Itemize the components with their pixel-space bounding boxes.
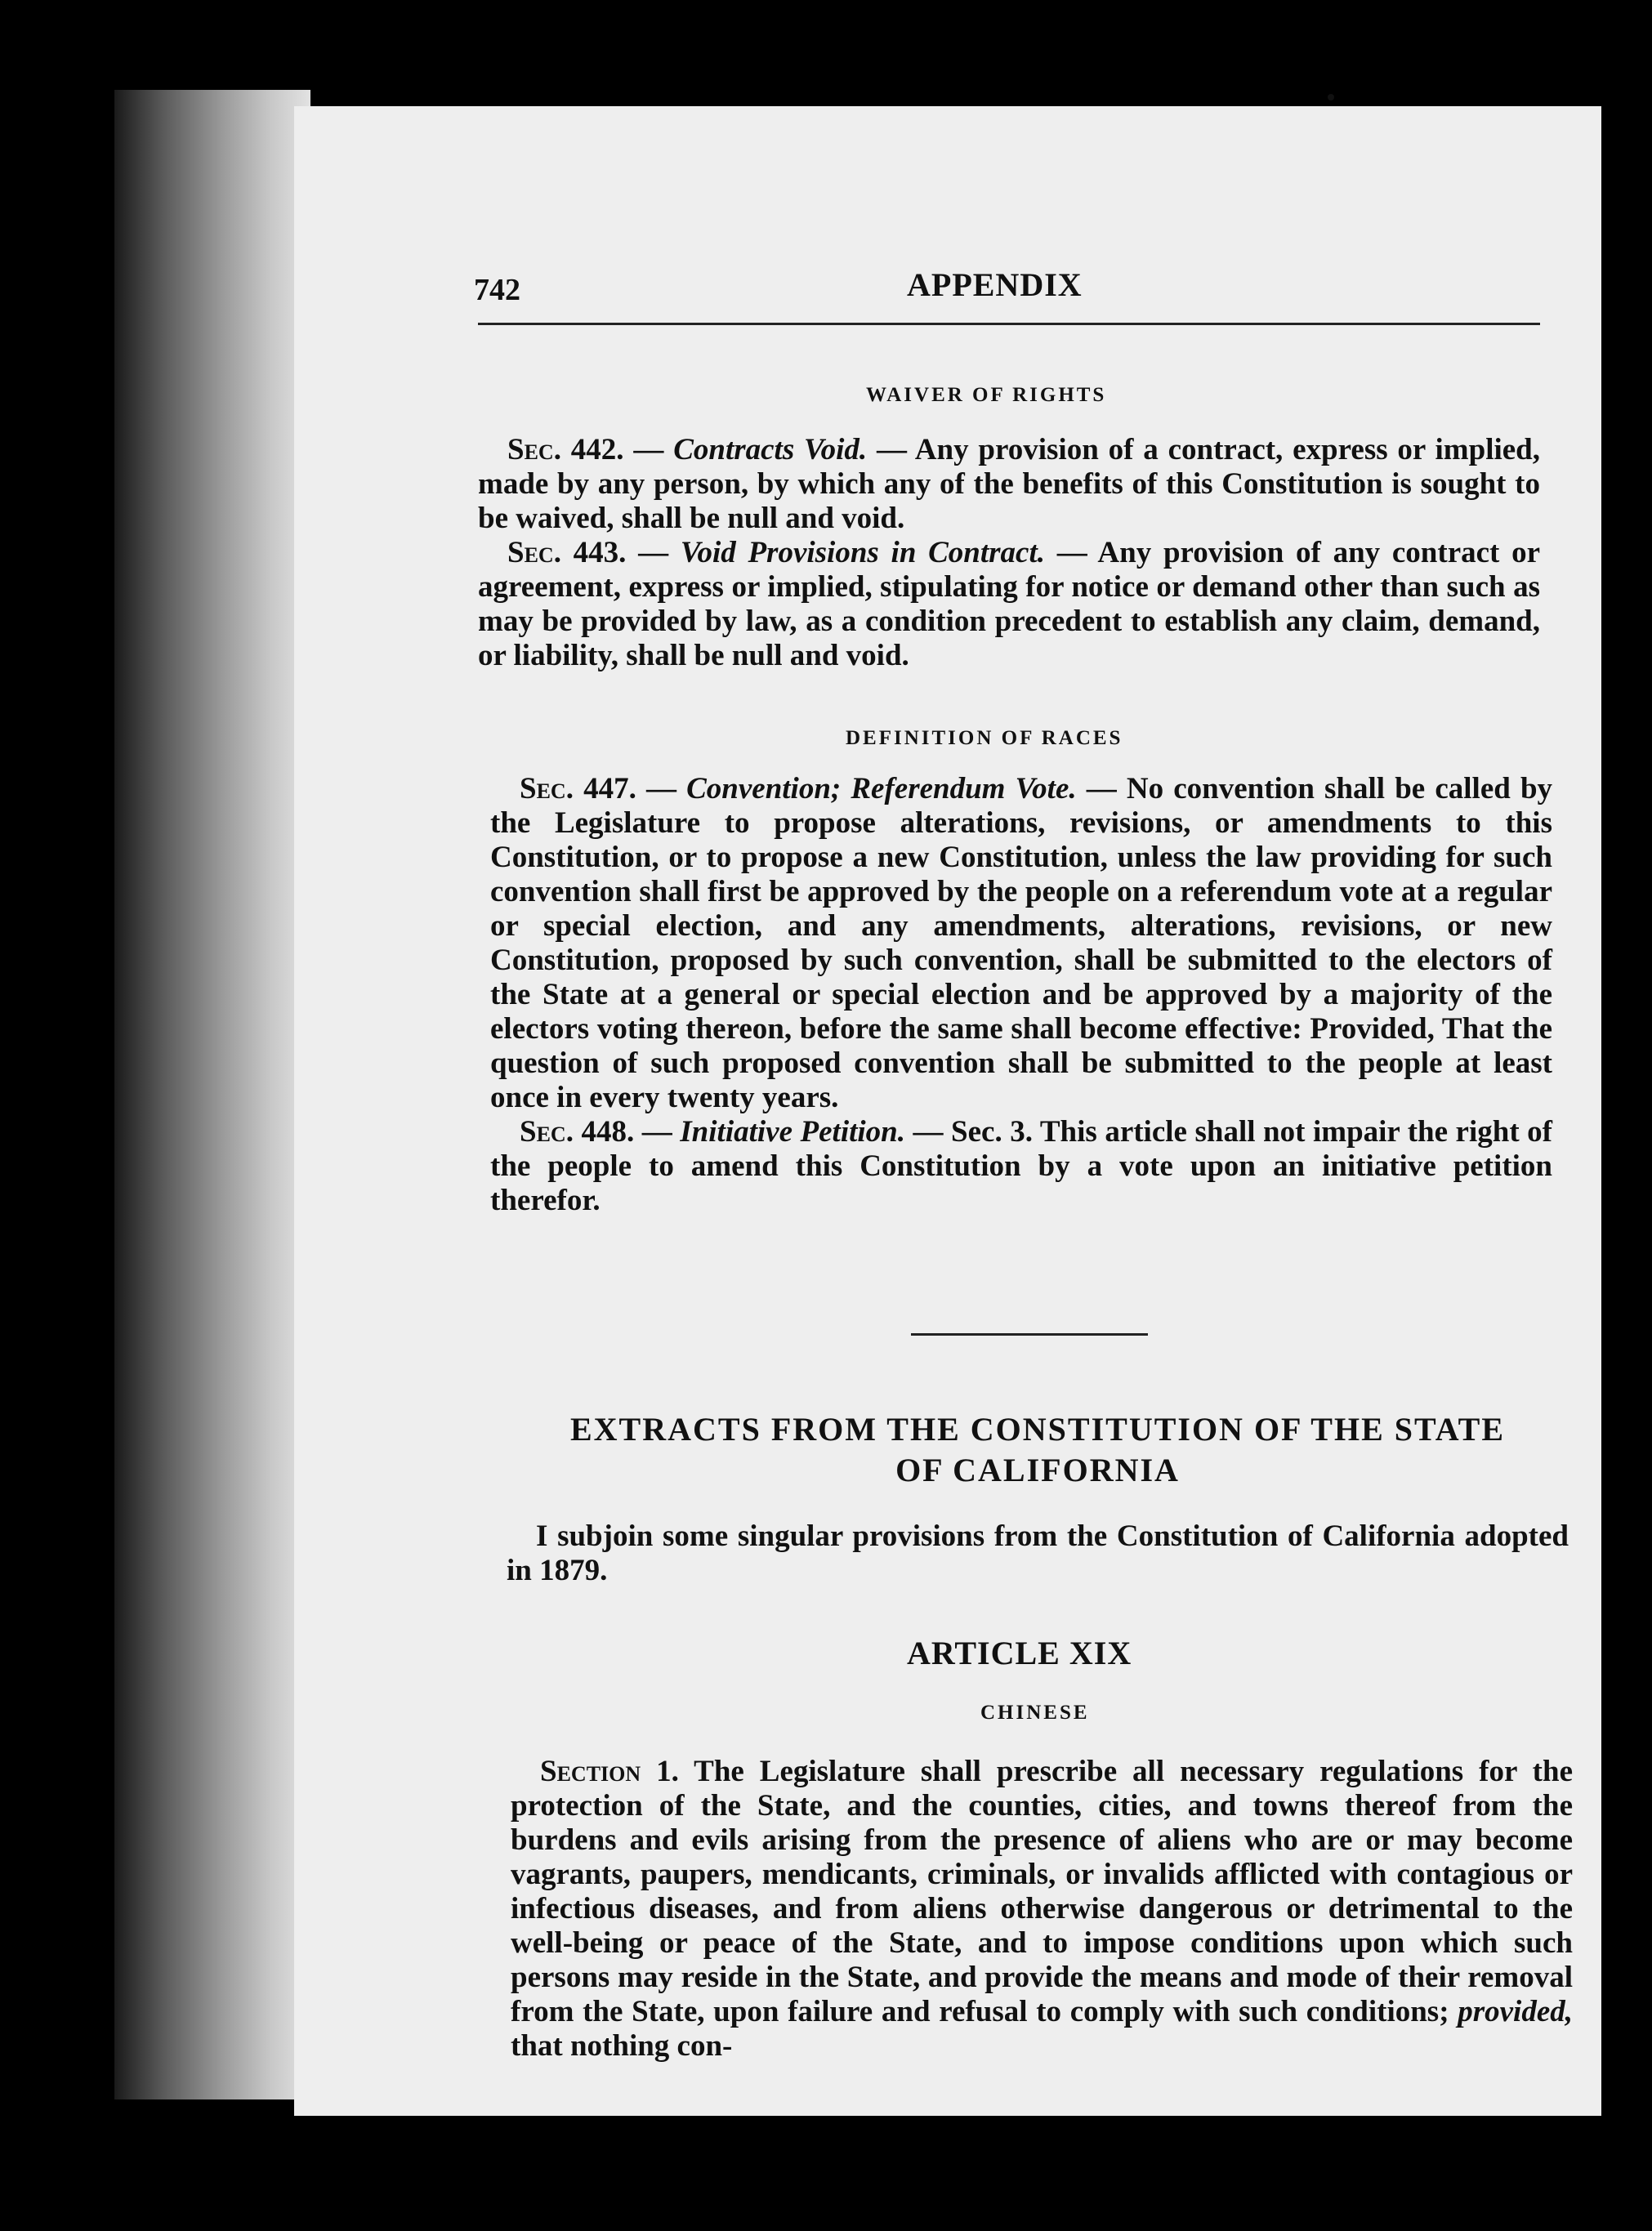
sec-448: [490, 1115, 1552, 1218]
section-1-text: The Legislature shall prescribe all necessary regulations for the protection of the State, and the counties, cities, and towns thereof from the burdens and evils arising from the presence of aliens who are or may become vagrants, paupers, mendicants, criminals, or invalids afflicted with contagious or infectious diseases, and from aliens otherwise dangerous or detrimental to the well-being or peace of the State, and to impose conditions upon which such persons may reside in the State, and provide the means and mode of their removal from the State, upon failure and refusal to comply with such conditions;: [511, 1755, 1573, 2028]
sec-442: [478, 433, 1540, 536]
scan-background: [1601, 0, 1652, 2231]
extracts-title-line-2: OF CALIFORNIA: [895, 1452, 1180, 1488]
section-1: [511, 1755, 1573, 2064]
sec-448-title: Initiative Petition.: [680, 1115, 905, 1149]
article-xix-text: [511, 1755, 1573, 2064]
header-rule: [478, 323, 1540, 325]
extracts-title: [507, 1409, 1569, 1491]
sec-443-label: Sec. 443. —: [507, 536, 669, 569]
section-heading-races: DEFINITION OF RACES: [846, 727, 1123, 749]
section-1-provided: provided,: [1458, 1995, 1574, 2028]
waiver-text: [478, 433, 1540, 673]
section-1-text-continued: that nothing con-: [511, 2029, 733, 2063]
sec-447-text: — No convention shall be called by the Legislature to propose alterations, revisions, or amendments to this Constitution, or to propose a new Constitution, unless the law providing for such convention shall first be approved by the people on a referendum vote at a regular or special election, and any amendments, alterations, revisions, or new Constitution, proposed by such convention, shall be submitted to the electors of the State at a general or special election and be approved by a majority of the electors voting thereon, before the same shall become effective: Provided, That the question of such proposed convention shall be submitted to the people at least once in every twenty years.: [490, 772, 1553, 1114]
extracts-intro: [507, 1519, 1569, 1588]
running-head: APPENDIX: [907, 266, 1083, 303]
sec-447-title: Convention; Referendum Vote.: [686, 772, 1077, 805]
section-1-label: Section 1.: [540, 1755, 679, 1788]
sec-443-title: Void Provisions in Contract.: [680, 536, 1046, 569]
book-page-edge: [114, 90, 310, 2099]
sec-447-label: Sec. 447. —: [520, 772, 676, 805]
article-title: ARTICLE XIX: [907, 1635, 1132, 1671]
section-divider: [911, 1333, 1148, 1336]
section-heading-waiver: WAIVER OF RIGHTS: [866, 384, 1107, 406]
sec-443-text: — Any provision of any contract or agreement, express or implied, stipulating for notice or demand other than such as may be provided by law, as a condition precedent to establish any claim, demand, or liability, shall be null and void.: [478, 536, 1541, 672]
extracts-intro-paragraph: I subjoin some singular provisions from the Constitution of California adopted in 1879.: [507, 1519, 1569, 1587]
scan-speck: [1328, 94, 1334, 100]
sec-442-title: Contracts Void.: [673, 433, 868, 466]
extracts-title-line-1: EXTRACTS FROM THE CONSTITUTION OF THE STATE: [569, 1411, 1505, 1448]
page-header: [474, 265, 1536, 315]
sec-448-text: — Sec. 3. This article shall not impair the right of the people to amend this Constitution by a vote upon an initiative petition therefor.: [490, 1115, 1552, 1217]
sec-442-text: — Any provision of a contract, express or implied, made by any person, by which any of the benefits of this Constitution is sought to be waived, shall be null and void.: [478, 433, 1541, 535]
sec-442-label: Sec. 442. —: [507, 433, 664, 466]
sec-447: [490, 772, 1552, 1115]
section-heading-chinese: CHINESE: [980, 1702, 1090, 1724]
races-text: [490, 772, 1552, 1218]
sec-448-label: Sec. 448. —: [520, 1115, 672, 1149]
page-number: 742: [474, 273, 520, 307]
sec-443: [478, 536, 1540, 673]
